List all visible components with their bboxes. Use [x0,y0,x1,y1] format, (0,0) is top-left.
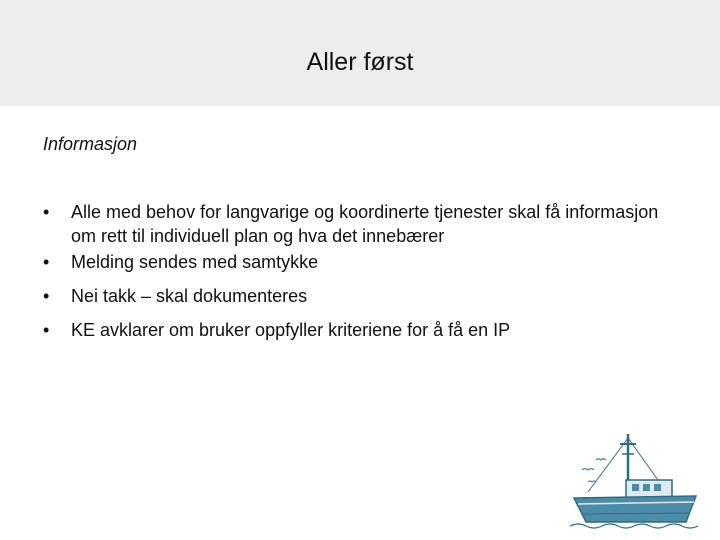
bullet-item: • Melding sendes med samtykke [43,250,683,274]
bullet-item: • Nei takk – skal dokumenteres [43,284,683,308]
bullet-list [43,200,683,352]
slide-title: Aller først [306,48,414,76]
slide-subtitle: Informasjon [43,134,138,154]
bullet-item: • KE avklarer om bruker oppfyller kriteriene for å få en IP [43,318,683,342]
bullet-item: • Alle med behov for langvarige og koordinerte tjenester skal få informasjon om rett til individuell plan og hva det innebærer [43,200,683,248]
fishing-boat-icon [568,430,708,530]
